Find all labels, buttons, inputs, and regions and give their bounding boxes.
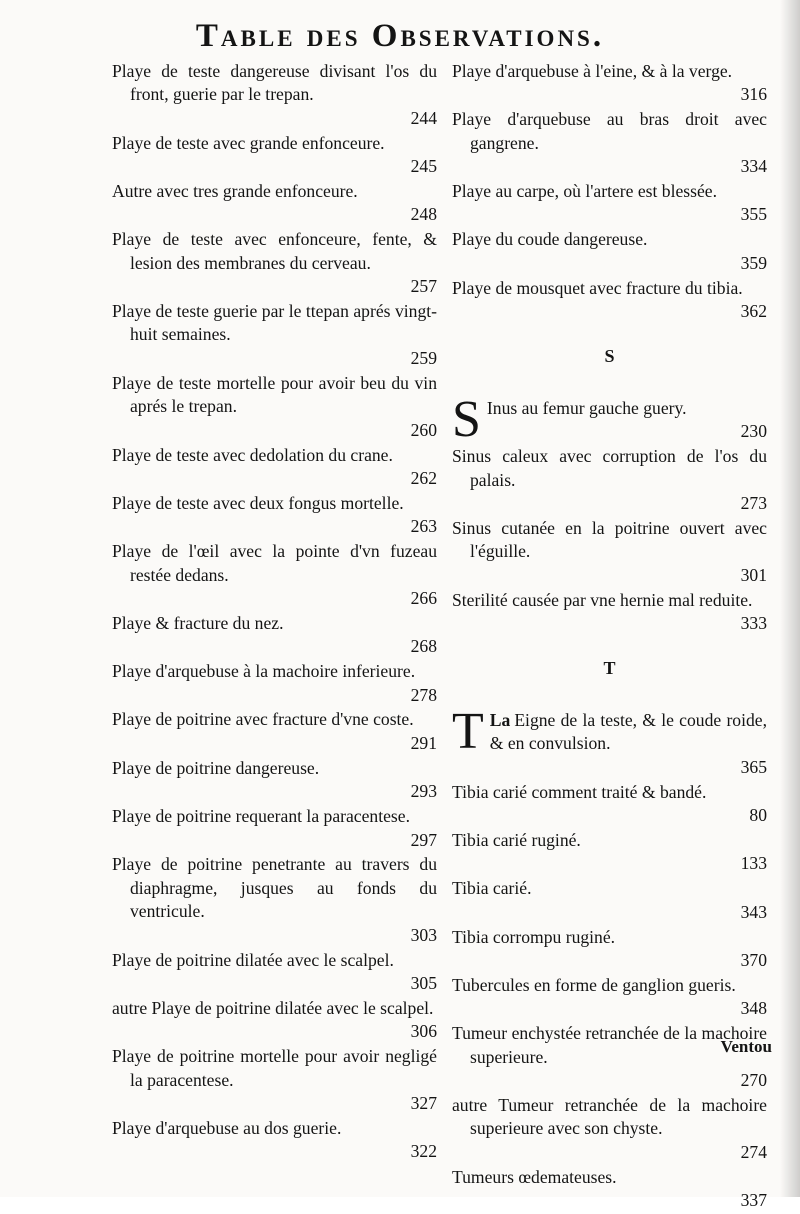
entry-page-number: 133 <box>740 853 767 874</box>
entry-page-number: 301 <box>740 564 767 585</box>
section-t-entries <box>452 702 767 1213</box>
drop-cap-letter: T <box>452 702 484 760</box>
entry-text: Playe de l'œil avec la pointe d'vn fuzeau restée dedans. <box>112 541 437 585</box>
entry-text: Playe de poitrine mortelle pour avoir negligé la paracentese. <box>112 1046 437 1090</box>
entry-page-number: 343 <box>740 901 767 922</box>
index-entry <box>112 132 437 179</box>
left-column <box>112 60 437 1165</box>
index-entry <box>452 517 767 587</box>
entry-text: Inus au femur gauche guery. <box>486 397 687 418</box>
index-entry <box>452 180 767 227</box>
index-entry <box>452 1022 767 1092</box>
entry-page-number: 316 <box>740 84 767 105</box>
entry-page-number: 334 <box>740 156 767 177</box>
entry-page-number: 80 <box>749 804 767 825</box>
entry-text: Playe de teste avec enfonceure, fente, & lesion des membranes du cerveau. <box>112 229 437 273</box>
entry-page-number: 303 <box>410 924 437 945</box>
right-column-continued-entries <box>452 60 767 323</box>
entry-page-number: 273 <box>740 493 767 513</box>
entry-page-number: 262 <box>410 467 437 488</box>
catchword: Ventou <box>720 1037 772 1056</box>
entry-text: Playe de poitrine penetrante au travers du diaphragme, jusques au fonds du ventricule. <box>112 854 437 922</box>
index-entry <box>112 540 437 610</box>
entry-page-number: 245 <box>410 156 437 177</box>
entry-page-number: 359 <box>740 252 767 273</box>
entry-page-number: 270 <box>740 1069 767 1090</box>
entry-page-number: 362 <box>740 301 767 322</box>
entry-page-number: 333 <box>740 613 767 634</box>
index-entry <box>452 926 767 973</box>
entry-page-number: 248 <box>410 204 437 225</box>
index-entry <box>112 660 437 707</box>
entry-text: Tibia carié. <box>452 878 532 899</box>
entry-page-number: 355 <box>740 204 767 225</box>
entry-page-number: 263 <box>410 516 437 537</box>
entry-page-number: 370 <box>740 949 767 970</box>
section-heading-t: T <box>603 658 616 679</box>
entry-text: Playe de poitrine avec fracture d'vne coste. <box>112 709 414 730</box>
entry-page-number: 291 <box>410 732 437 753</box>
entry-text: Playe du coude dangereuse. <box>452 229 648 250</box>
entry-page-number: 274 <box>740 1141 767 1162</box>
index-entry <box>452 829 767 876</box>
entry-page-number: 337 <box>740 1189 767 1210</box>
index-entry <box>112 805 437 852</box>
index-entry <box>452 277 767 324</box>
entry-text: autre Tumeur retranchée de la machoire superieure avec son chyste. <box>452 1094 767 1139</box>
index-entry <box>452 702 767 779</box>
index-entry <box>452 390 767 448</box>
entry-text: Playe de poitrine requerant la paracentese. <box>112 806 410 827</box>
index-entry <box>112 444 437 491</box>
index-entry <box>112 997 437 1044</box>
entry-text: Playe de teste avec deux fongus mortelle. <box>112 492 404 513</box>
entry-text: Autre avec tres grande enfonceure. <box>112 181 358 202</box>
entry-page-number: 278 <box>410 684 437 705</box>
entry-prefix: La <box>489 709 511 730</box>
entry-text: Playe de teste dangereuse divisant l'os du front, guerie par le trepan. <box>112 61 437 105</box>
entry-text: Sinus cutanée en la poitrine ouvert avec l'éguille. <box>452 517 767 562</box>
entry-page-number: 322 <box>410 1141 437 1162</box>
entry-page-number: 348 <box>740 998 767 1019</box>
entry-text: Tibia carié ruginé. <box>452 829 581 850</box>
entry-text: Tibia corrompu ruginé. <box>452 926 616 947</box>
index-entry <box>452 445 767 515</box>
entry-page-number: 293 <box>410 781 437 802</box>
index-entry <box>112 180 437 227</box>
entry-text: Playe & fracture du nez. <box>112 612 284 633</box>
entry-page-number: 365 <box>740 756 767 777</box>
entry-page-number: 257 <box>410 276 437 297</box>
entry-page-number: 268 <box>410 636 437 657</box>
entry-page-number: 327 <box>410 1092 437 1113</box>
index-entry <box>452 781 767 828</box>
index-entry <box>112 228 437 298</box>
index-entry <box>452 1166 767 1213</box>
entry-text: Playe de poitrine dilatée avec le scalpel. <box>112 949 394 970</box>
index-entry <box>112 853 437 947</box>
index-entry <box>112 60 437 130</box>
index-entry <box>112 708 437 755</box>
entry-text: Tumeur enchystée retranchée de la machoire superieure. <box>452 1023 767 1067</box>
entry-text: Playe de teste avec grande enfonceure. <box>112 132 385 153</box>
index-entry <box>452 974 767 1021</box>
entry-page-number: 306 <box>410 1021 437 1042</box>
entry-text: Sinus caleux avec corruption de l'os du palais. <box>452 446 767 490</box>
index-entry <box>452 60 767 107</box>
page-header-title: Table des Observations. <box>195 18 605 54</box>
entry-text: Playe d'arquebuse à la machoire inferieure. <box>112 661 416 682</box>
index-entry <box>112 300 437 370</box>
index-entry <box>452 108 767 178</box>
entry-page-number: 230 <box>740 421 767 442</box>
index-entry <box>452 228 767 275</box>
entry-text: Playe de poitrine dangereuse. <box>112 757 320 778</box>
entry-text: Eigne de la teste, & le coude roide, & en convulsion. <box>489 709 767 754</box>
entry-text: Playe de teste guerie par le ttepan aprés vingt-huit semaines. <box>112 301 437 345</box>
entry-page-number: 260 <box>410 419 437 440</box>
section-s-entries <box>452 390 767 636</box>
entry-text: Playe d'arquebuse au bras droit avec gangrene. <box>452 109 767 153</box>
entry-page-number: 305 <box>410 972 437 993</box>
entry-text: Playe de mousquet avec fracture du tibia. <box>452 277 743 298</box>
index-entry <box>112 949 437 996</box>
entry-text: Tibia carié comment traité & bandé. <box>452 781 707 802</box>
entry-text: Tubercules en forme de ganglion gueris. <box>452 974 736 995</box>
index-entry <box>452 1094 767 1164</box>
index-entry <box>112 1117 437 1164</box>
entry-text: Playe d'arquebuse au dos guerie. <box>112 1117 342 1138</box>
entry-text: Tumeurs œdemateuses. <box>452 1166 617 1187</box>
entry-page-number: 244 <box>410 107 437 128</box>
entry-text: Sterilité causée par vne hernie mal reduite. <box>452 589 753 610</box>
entry-text: Playe de teste avec dedolation du crane. <box>112 444 393 465</box>
page-edge-shadow <box>780 0 800 1197</box>
index-entry <box>112 492 437 539</box>
index-entry <box>112 1045 437 1115</box>
drop-cap-letter: S <box>452 390 481 448</box>
section-heading-s: S <box>604 346 615 367</box>
index-entry <box>112 757 437 804</box>
index-entry <box>452 877 767 924</box>
entry-page-number: 297 <box>410 829 437 850</box>
index-entry <box>112 372 437 442</box>
entry-text: Playe au carpe, où l'artere est blessée. <box>452 181 717 202</box>
entry-page-number: 259 <box>410 347 437 368</box>
index-entry <box>452 589 767 636</box>
index-entry <box>112 612 437 659</box>
entry-text: Playe d'arquebuse à l'eine, & à la verge. <box>452 61 733 81</box>
entry-page-number: 266 <box>410 587 437 608</box>
entry-text: Playe de teste mortelle pour avoir beu du vin aprés le trepan. <box>112 372 437 417</box>
entry-text: autre Playe de poitrine dilatée avec le scalpel. <box>112 997 434 1018</box>
